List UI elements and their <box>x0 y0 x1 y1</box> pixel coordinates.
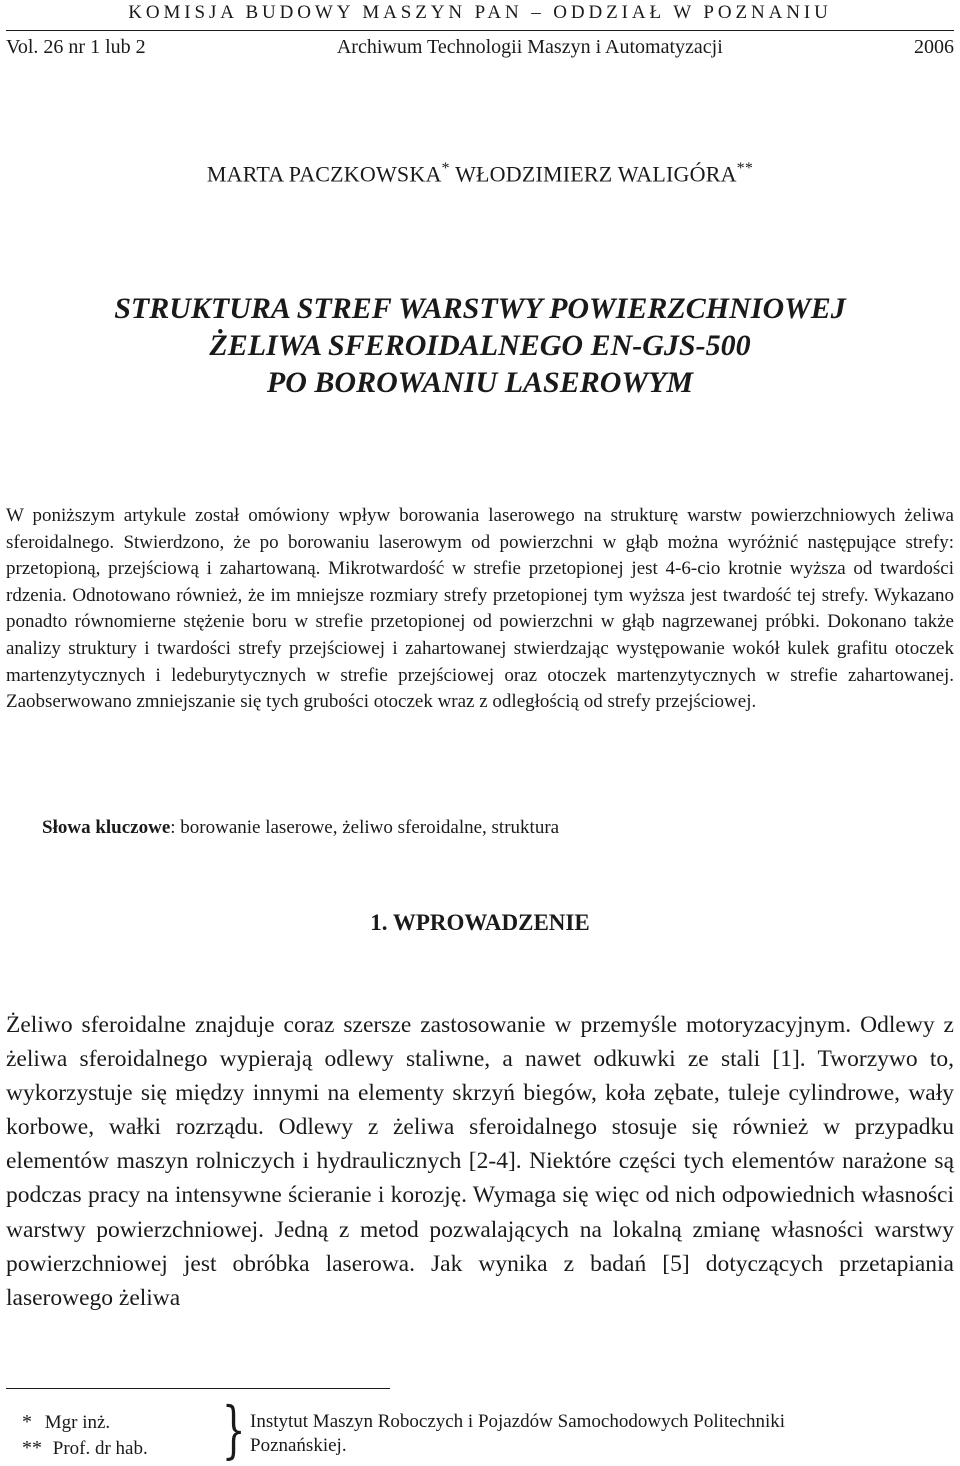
footnote-2-title: Prof. dr hab. <box>52 1438 148 1459</box>
keywords-label: Słowa kluczowe <box>42 817 171 838</box>
paper-title <box>0 290 960 401</box>
intro-body <box>6 1008 954 1315</box>
footnote-1 <box>22 1410 110 1435</box>
keywords <box>42 817 954 839</box>
title-line-3: PO BOROWANIU LASEROWYM <box>266 366 694 399</box>
volume-label: Vol. 26 nr 1 lub 2 <box>6 36 146 58</box>
author-second: WŁODZIMIERZ WALIGÓRA <box>455 161 737 187</box>
author-first-mark: * <box>441 160 450 177</box>
section-heading: 1. WPROWADZENIE <box>370 910 590 935</box>
keywords-text: : borowanie laserowe, żeliwo sferoidalne, struktura <box>170 817 560 838</box>
footnote-1-title: Mgr inż. <box>44 1412 111 1433</box>
author-first: MARTA PACZKOWSKA <box>206 161 442 187</box>
commission-header: KOMISJA BUDOWY MASZYN PAN – ODDZIAŁ W POZNANIU <box>128 2 832 23</box>
intro-text: Żeliwo sferoidalne znajduje coraz szersze zastosowanie w przemyśle motoryzacyjnym. Odlewy z żeliwa sferoidalnego wypierają odlewy staliwne, a nawet odkuwki ze stali [1]. Tworzywo to, wykorzystuje się między innymi na elementy skrzyń biegów, koła zębate, tuleje cylindrowe, wały korbowe, wałki rozrządu. Odlewy z żeliwa sferoidalnego stosuje się również w przypadku elementów maszyn rolniczych i hydraulicznych [2-4]. Niektóre części tych elementów narażone są podczas pracy na intensywne ścieranie i korozję. Wymaga się więc od nich odpowiednich własności warstwy powierzchniowej. Jedną z metod pozwalających na lokalną zmianę własności warstwy powierzchniowej jest obróbka laserowa. Jak wynika z badań [5] dotyczących przetapiania laserowego żeliwa <box>6 1012 954 1311</box>
footnote-2 <box>22 1436 148 1461</box>
footnote-1-mark: * <box>22 1411 32 1433</box>
abstract <box>6 503 954 716</box>
author-second-mark: ** <box>736 160 754 177</box>
footnote-rule <box>6 1388 390 1389</box>
abstract-text: W poniższym artykule został omówiony wpływ borowania laserowego na strukturę warstw powierzchniowych żeliwa sferoidalnego. Stwierdzono, że po borowaniu laserowym od powierzchni w głąb można wyróżnić następujące strefy: przetopioną, przejściową i zahartowaną. Mikrotwardość w strefie przetopionej jest 4-6-cio krotnie wyższa od twardości rdzenia. Odnotowano również, że im mniejsze rozmiary strefy przetopionej tym wyższa jest twardość tej strefy. Wykazano ponadto równomierne stężenie boru w strefie przetopionej od powierzchni w głąb nagrzewanej próbki. Dokonano także analizy struktury i twardości strefy przejściowej i zahartowanej stwierdzając występowanie wokół kulek grafitu otoczek martenzytycznych i ledeburytycznych w strefie przejściowej oraz otoczek martenzytycznych w strefie zahartowanej. Zaobserwowano zmniejszanie się tych grubości otoczek wraz z odległością od strefy przejściowej. <box>6 505 954 713</box>
affiliation-line-2: Poznańskiej. <box>250 1435 347 1456</box>
journal-name: Archiwum Technologii Maszyn i Automatyzacji <box>336 36 723 58</box>
header-rule <box>6 30 954 31</box>
brace-glyph: } <box>221 1393 246 1466</box>
year-label: 2006 <box>913 36 954 58</box>
journal-line <box>6 36 954 59</box>
footnote-2-mark: ** <box>22 1437 42 1459</box>
title-line-1: STRUKTURA STREF WARSTWY POWIERZCHNIOWEJ <box>114 292 846 325</box>
title-line-2: ŻELIWA SFEROIDALNEGO EN-GJS-500 <box>209 329 751 362</box>
authors-line <box>0 160 960 187</box>
affiliation-line-1: Instytut Maszyn Roboczych i Pojazdów Samochodowych Politechniki <box>250 1411 786 1432</box>
footnote-affiliation <box>250 1410 785 1458</box>
